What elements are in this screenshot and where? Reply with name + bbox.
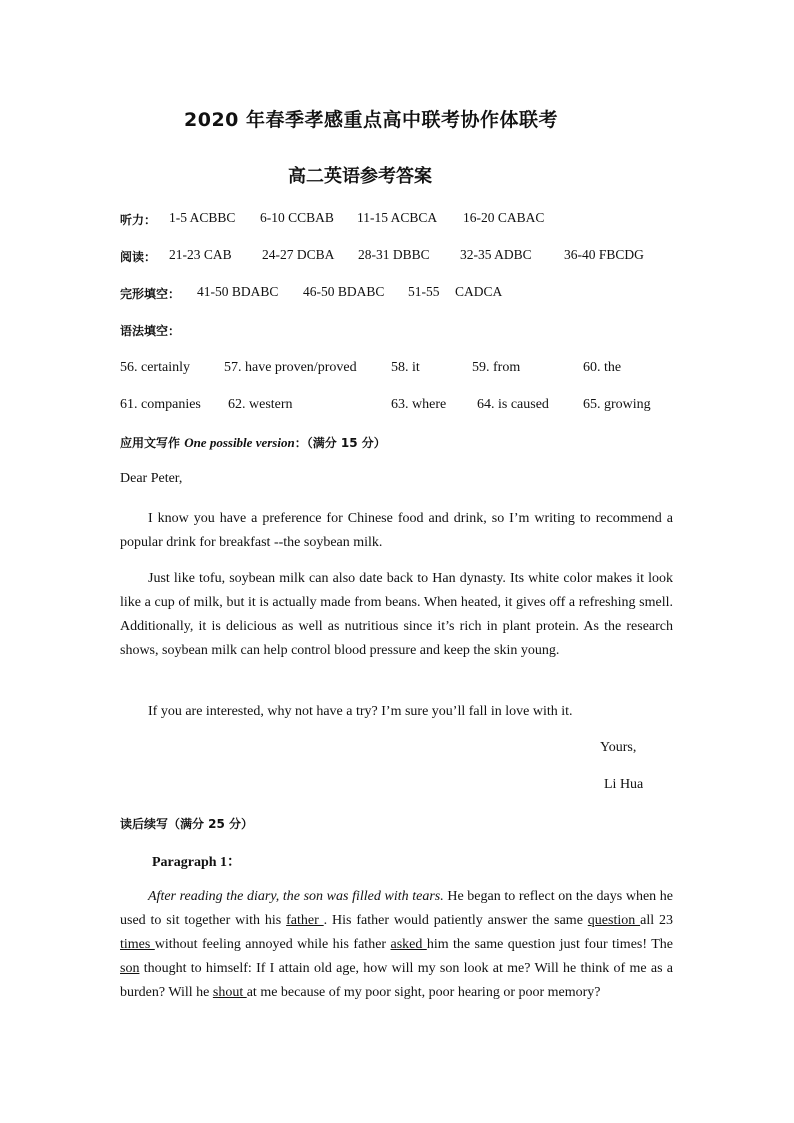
- document-title: 2020 年春季孝感重点高中联考协作体联考: [184, 109, 558, 131]
- reading-answer-1: 21-23 CAB: [169, 247, 232, 262]
- underlined-question: question: [587, 913, 641, 928]
- reading-answer-5: 36-40 FBCDG: [564, 247, 644, 262]
- grammar-label: 语法填空：: [120, 324, 181, 338]
- letter-paragraph-3: If you are interested, why not have a try? I’m sure you’ll fall in love with it.: [148, 704, 573, 719]
- grammar-answer-56: 56. certainly: [120, 360, 190, 375]
- grammar-answer-59: 59. from: [472, 360, 521, 375]
- grammar-answer-60: 60. the: [583, 360, 622, 375]
- document-subtitle: 高二英语参考答案: [288, 166, 432, 187]
- listening-answer-2: 6-10 CCBAB: [260, 210, 334, 225]
- continuation-label: 读后续写（满分 25 分）: [120, 817, 254, 831]
- grammar-answer-57: 57. have proven/proved: [224, 360, 357, 375]
- writing-label-suffix: ：（满分 15 分）: [294, 436, 386, 450]
- reading-label: 阅读：: [120, 250, 157, 264]
- listening-answer-1: 1-5 ACBBC: [169, 210, 236, 225]
- grammar-answer-65: 65. growing: [583, 397, 651, 412]
- cloze-answer-4: CADCA: [455, 284, 503, 299]
- writing-label-italic: One possible version: [184, 435, 295, 450]
- paragraph-heading: Paragraph 1：: [152, 855, 242, 870]
- listening-answer-4: 16-20 CABAC: [463, 210, 545, 225]
- writing-label-prefix: 应用文写作: [120, 436, 185, 450]
- continuation-text-2: . His father would patiently answer the same: [323, 913, 588, 928]
- underlined-times: times: [120, 937, 155, 952]
- underlined-asked: asked: [390, 937, 427, 952]
- continuation-text-5: him the same question just four times! The: [426, 937, 673, 952]
- continuation-text-4: without feeling annoyed while his father: [154, 937, 391, 952]
- grammar-answer-62: 62. western: [228, 397, 293, 412]
- underlined-shout: shout: [212, 985, 247, 1000]
- letter-paragraph-2: Just like tofu, soybean milk can also date back to Han dynasty. Its white color makes it look like a cup of milk, but it is actually made from beans. When heated, it gives off a refreshing smell. Additionally, it is delicious as well as nutritious since it’s rich in plant protein. As the research shows, soybean milk can help control blood pressure and keep the skin young.: [120, 571, 673, 658]
- listening-answer-3: 11-15 ACBCA: [357, 210, 438, 225]
- cloze-answer-2: 46-50 BDABC: [303, 284, 385, 299]
- listening-label: 听力：: [120, 213, 157, 227]
- reading-answer-3: 28-31 DBBC: [358, 247, 430, 262]
- grammar-answer-58: 58. it: [391, 360, 420, 375]
- continuation-text-6: thought to himself: If I attain old age, how will my son look at me? Will he think of me as a burden? Will he: [120, 961, 673, 1000]
- continuation-text-1: He began to reflect on the days when he used to sit together with his: [120, 889, 673, 928]
- continuation-paragraph: [120, 885, 673, 1005]
- writing-label: [120, 434, 386, 451]
- grammar-answer-64: 64. is caused: [477, 397, 549, 412]
- cloze-answer-3: 51-55: [408, 284, 440, 299]
- underlined-father: father: [286, 913, 324, 928]
- continuation-text-7: at me because of my poor sight, poor hearing or poor memory?: [246, 985, 601, 1000]
- cloze-label: 完形填空：: [120, 287, 181, 301]
- grammar-answer-63: 63. where: [391, 397, 447, 412]
- letter-closing: Yours,: [600, 740, 637, 755]
- reading-answer-2: 24-27 DCBA: [262, 247, 335, 262]
- reading-answer-4: 32-35 ADBC: [460, 247, 532, 262]
- grammar-answer-61: 61. companies: [120, 397, 201, 412]
- letter-paragraph-1: I know you have a preference for Chinese food and drink, so I’m writing to recommend a popular drink for breakfast --the soybean milk.: [120, 511, 673, 550]
- continuation-given-sentence: After reading the diary, the son was filled with tears.: [148, 889, 444, 904]
- letter-signature: Li Hua: [604, 777, 644, 792]
- continuation-text-3: all 23: [640, 913, 673, 928]
- letter-greeting: Dear Peter,: [120, 471, 183, 486]
- cloze-answer-1: 41-50 BDABC: [197, 284, 279, 299]
- underlined-son: son: [120, 961, 140, 976]
